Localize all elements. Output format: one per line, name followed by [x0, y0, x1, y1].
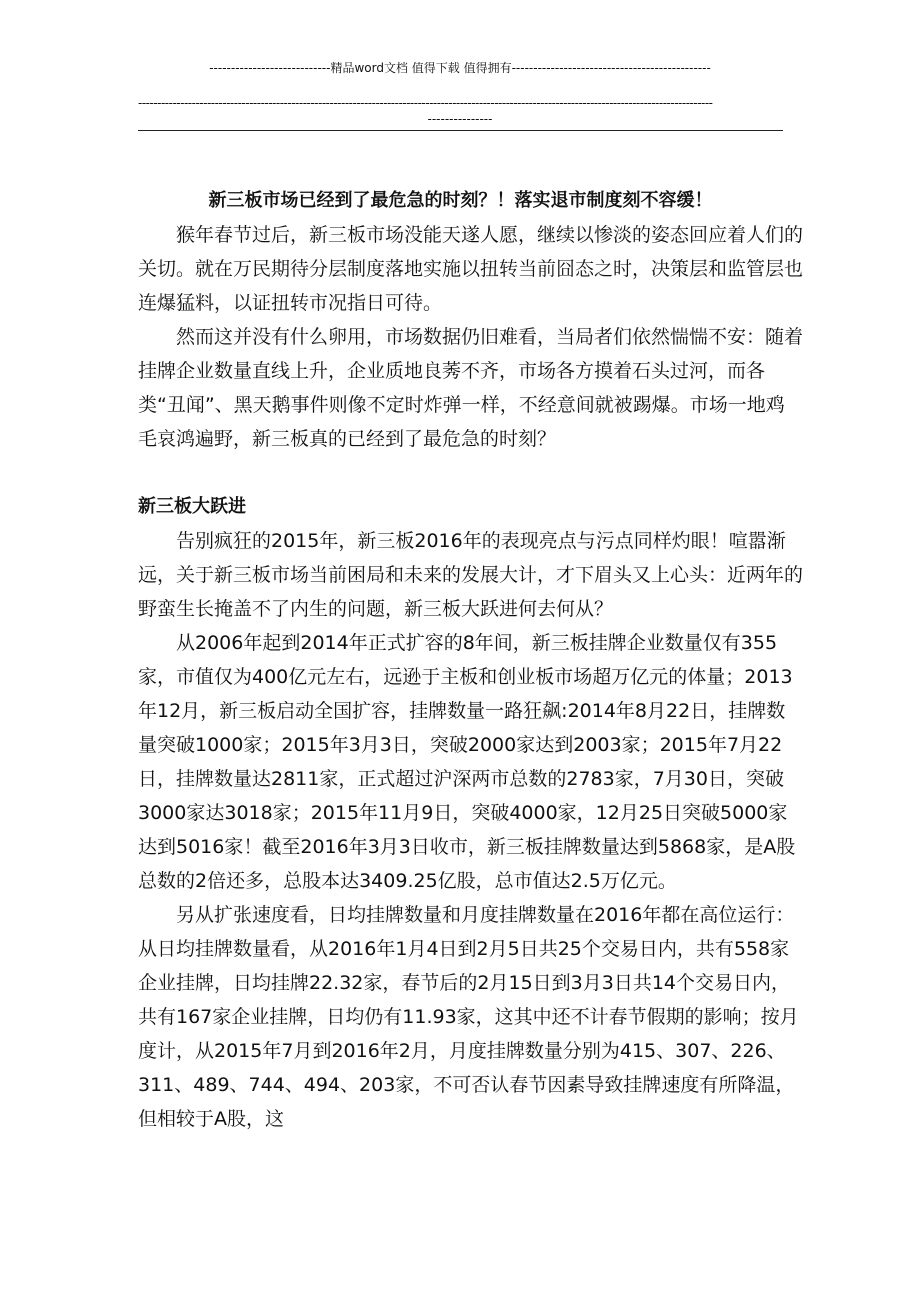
intro-paragraph-2: 然而这并没有什么卵用，市场数据仍旧难看，当局者们依然惴惴不安：随着挂牌企业数量直线上升，企业质地良莠不齐，市场各方摸着石头过河，而各类“丑闻”、黑天鹅事件则像不定时炸弹一样，不经意间就被踢爆。市场一地鸡毛哀鸿遍野，新三板真的已经到了最危急的时刻？: [138, 326, 804, 450]
header-divider: [138, 130, 783, 131]
article-title: 新三板市场已经到了最危急的时刻？！落实退市制度刻不容缓！: [208, 190, 713, 211]
page-header-banner: ----------------------------精品word文档 值得下载 值得拥有----------------------------------------------: [209, 61, 711, 75]
section-paragraph-1: 告别疯狂的2015年，新三板2016年的表现亮点与污点同样灼眼！喧嚣渐远，关于新三板市场当前困局和未来的发展大计，才下眉头又上心头：近两年的野蛮生长掩盖不了内生的问题，新三板大跃进何去何从？: [138, 530, 804, 620]
page-header-dash-line: ------------------------------------------------------------------------------------------------------------------------------------------------------: [138, 96, 713, 110]
intro-paragraph-1: 猴年春节过后，新三板市场没能天遂人愿，继续以惨淡的姿态回应着人们的关切。就在万民期待分层制度落地实施以扭转当前囧态之时，决策层和监管层也连爆猛料，以证扭转市况指日可待。: [138, 224, 804, 314]
section-paragraph-3: 另从扩张速度看，日均挂牌数量和月度挂牌数量在2016年都在高位运行：从日均挂牌数量看，从2016年1月4日到2月5日共25个交易日内，共有558家企业挂牌，日均挂牌22.32家，春节后的2月15日到3月3日共14个交易日内，共有167家企业挂牌，日均仍有11.93家，这其中还不计春节假期的影响；按月度计，从2015年7月到2016年2月，月度挂牌数量分别为415、307、226、311、489、744、494、203家，不可否认春节因素导致挂牌速度有所降温，但相较于A股，这: [138, 904, 799, 1130]
section-heading: 新三板大跃进: [138, 496, 246, 517]
section-paragraph-2: 从2006年起到2014年正式扩容的8年间，新三板挂牌企业数量仅有355家，市值仅为400亿元左右，远逊于主板和创业板市场超万亿元的体量；2013年12月，新三板启动全国扩容，挂牌数量一路狂飙:2014年8月22日，挂牌数量突破1000家；2015年3月3日，突破2000家达到2003家；2015年7月22日，挂牌数量达2811家，正式超过沪深两市总数的2783家，7月30日，突破3000家达3018家；2015年11月9日，突破4000家，12月25日突破5000家达到5016家！截至2016年3月3日收市，新三板挂牌数量达到5868家，是A股总数的2倍还多，总股本达3409.25亿股，总市值达2.5万亿元。: [138, 632, 796, 892]
page-header-dash-tail: ---------------: [427, 112, 493, 126]
article-body: [138, 184, 803, 1136]
